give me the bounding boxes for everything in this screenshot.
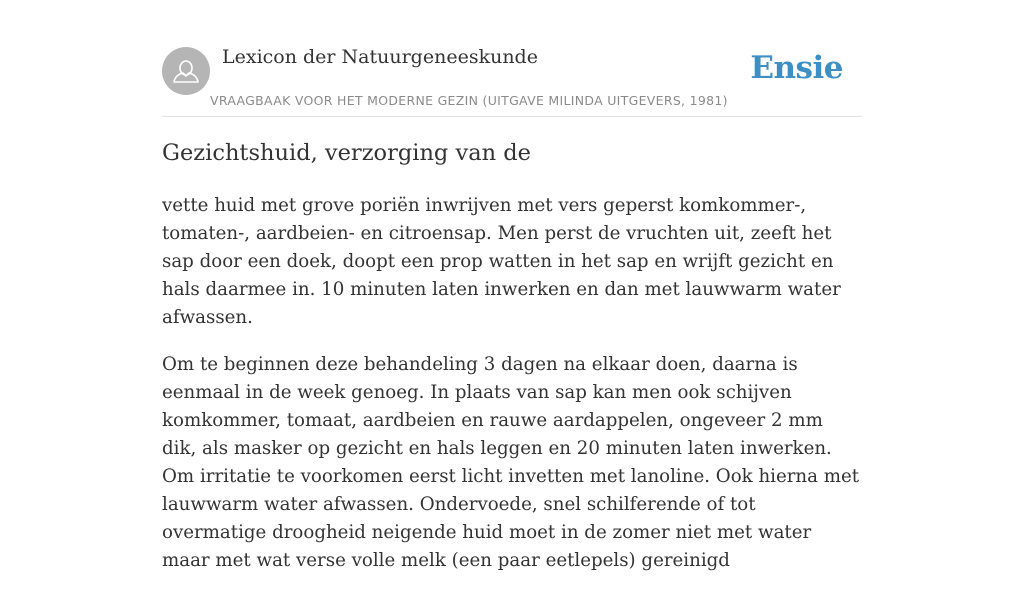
article-page: [162, 0, 862, 571]
source-title[interactable]: Lexicon der Natuurgeneeskunde: [222, 46, 538, 68]
article-body: [162, 192, 862, 594]
article-paragraph: Om te beginnen deze behandeling 3 dagen na elkaar doen, daarna is eenmaal in de week genoeg. In plaats van sap kan men ook schijven komkommer, tomaat, aardbeien en rauwe aardappelen, ongeveer 2 mm dik, als masker op gezicht en hals leggen en 20 minuten laten inwerken. Om irritatie te voorkomen eerst licht invetten met lanoline. Ook hierna met lauwwarm water afwassen. Ondervoede, snel schilferende of tot overmatige droogheid neigende huid moet in de zomer niet met water maar met wat verse volle melk (een paar eetlepels) gereinigd: [162, 354, 860, 571]
source-avatar[interactable]: [162, 47, 210, 95]
article-title: Gezichtshuid, verzorging van de: [162, 140, 531, 166]
user-icon: [162, 47, 210, 95]
brand-logo-link[interactable]: Ensie: [750, 50, 843, 86]
source-header: [162, 0, 862, 117]
article-paragraph: vette huid met grove poriën inwrijven met vers geperst komkommer-, tomaten-, aardbeien- en citroensap. Men perst de vruchten uit, zeeft het sap door een doek, doopt een prop watten in het sap en wrijft gezicht en hals daarmee in. 10 minuten laten inwerken en dan met lauwwarm water afwassen.: [162, 195, 841, 328]
source-subtitle: VRAAGBAAK VOOR HET MODERNE GEZIN (UITGAVE MILINDA UITGEVERS, 1981): [210, 93, 728, 108]
